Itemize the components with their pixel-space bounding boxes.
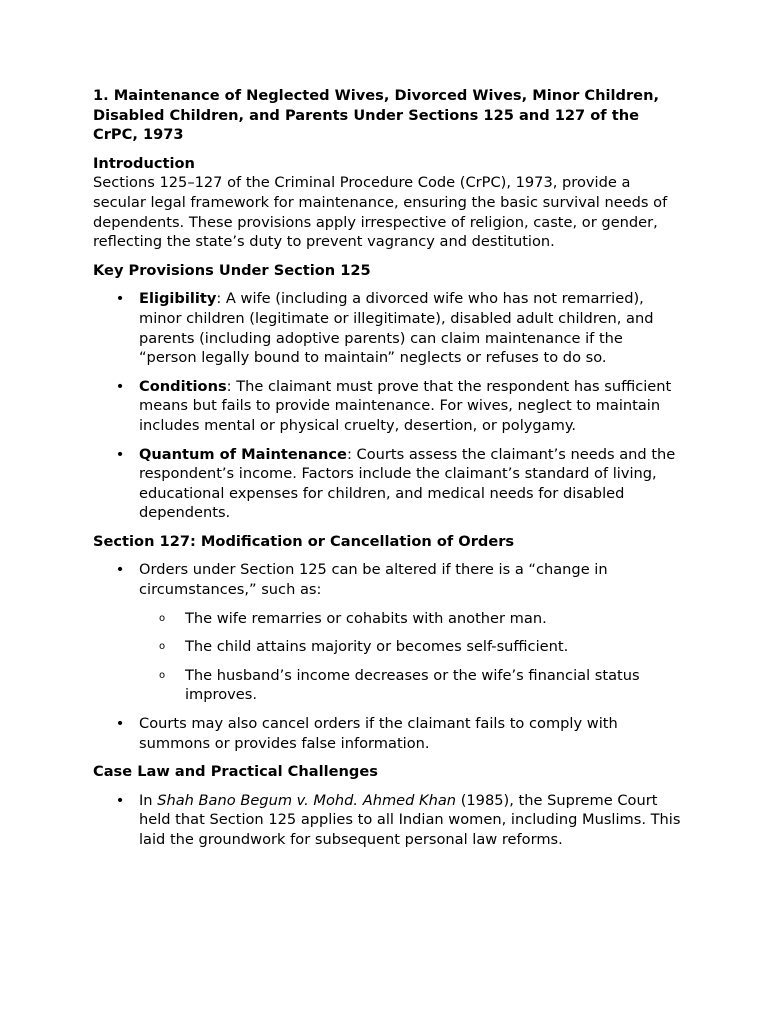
sub-item-text: The child attains majority or becomes self-sufficient. — [185, 638, 569, 656]
intro-paragraph: Sections 125–127 of the Criminal Procedure Code (CrPC), 1973, provide a secular legal framework for maintenance, ensuring the basic survival needs of dependents. These provisions apply irrespective of religion, caste, or gender, reflecting the state’s duty to prevent vagrancy and destitution. — [93, 174, 668, 251]
sub-item-text: The wife remarries or cohabits with another man. — [185, 609, 547, 627]
item-prefix: In — [139, 791, 158, 809]
list-item — [93, 791, 683, 850]
list-item — [93, 445, 683, 523]
key-provisions-list — [93, 289, 683, 523]
list-item — [93, 560, 683, 705]
bullet-icon: • — [115, 791, 125, 809]
bullet-icon: • — [115, 561, 125, 579]
bullet-icon: • — [115, 290, 125, 308]
sub-bullet-icon: o — [159, 669, 166, 681]
item-text: : The claimant must prove that the respondent has sufficient means but fails to provide maintenance. For wives, neglect to maintain includes mental or physical cruelty, desertion, or polygamy. — [139, 377, 672, 434]
bullet-icon: • — [115, 445, 125, 463]
section-127-heading: Section 127: Modification or Cancellation of Orders — [93, 532, 515, 550]
case-law-list — [93, 791, 683, 850]
item-label: Conditions — [139, 377, 227, 395]
item-label: Eligibility — [139, 290, 217, 308]
section-127-list — [93, 560, 683, 753]
item-text: Courts may also cancel orders if the claimant fails to comply with summons or provides false information. — [139, 715, 618, 752]
bullet-icon: • — [115, 715, 125, 733]
document-title: 1. Maintenance of Neglected Wives, Divorced Wives, Minor Children, Disabled Children, and Parents Under Sections 125 and 127 of the CrPC, 1973 — [93, 87, 660, 144]
item-text: : Courts assess the claimant’s needs and the respondent’s income. Factors include the claimant’s standard of living, educational expenses for children, and medical needs for disabled dependents. — [139, 445, 676, 522]
case-name: Shah Bano Begum v. Mohd. Ahmed Khan — [157, 791, 457, 809]
bullet-icon: • — [115, 377, 125, 395]
sub-item-text: The husband’s income decreases or the wife’s financial status improves. — [185, 666, 640, 704]
sub-bullet-icon: o — [159, 641, 166, 653]
item-text: (1985), the Supreme Court held that Section 125 applies to all Indian women, including Muslims. This laid the groundwork for subsequent personal law reforms. — [139, 791, 681, 848]
key-provisions-heading: Key Provisions Under Section 125 — [93, 261, 371, 279]
sub-bullet-icon: o — [159, 612, 166, 624]
document-page — [93, 86, 683, 859]
item-text: Orders under Section 125 can be altered if there is a “change in circumstances,” such as: — [139, 561, 608, 599]
item-text: : A wife (including a divorced wife who has not remarried), minor children (legitimate or illegitimate), disabled adult children, and parents (including adoptive parents) can claim maintenance if the “person legally bound to maintain” neglects or refuses to do so. — [139, 290, 654, 367]
list-item — [93, 289, 683, 367]
item-label: Quantum of Maintenance — [139, 445, 347, 463]
circumstances-sublist — [139, 609, 683, 705]
list-item — [93, 377, 683, 436]
sub-list-item — [139, 637, 683, 657]
case-law-heading: Case Law and Practical Challenges — [93, 763, 378, 781]
list-item — [93, 714, 683, 753]
sub-list-item — [139, 666, 683, 705]
intro-heading: Introduction — [93, 154, 195, 172]
sub-list-item — [139, 609, 683, 629]
